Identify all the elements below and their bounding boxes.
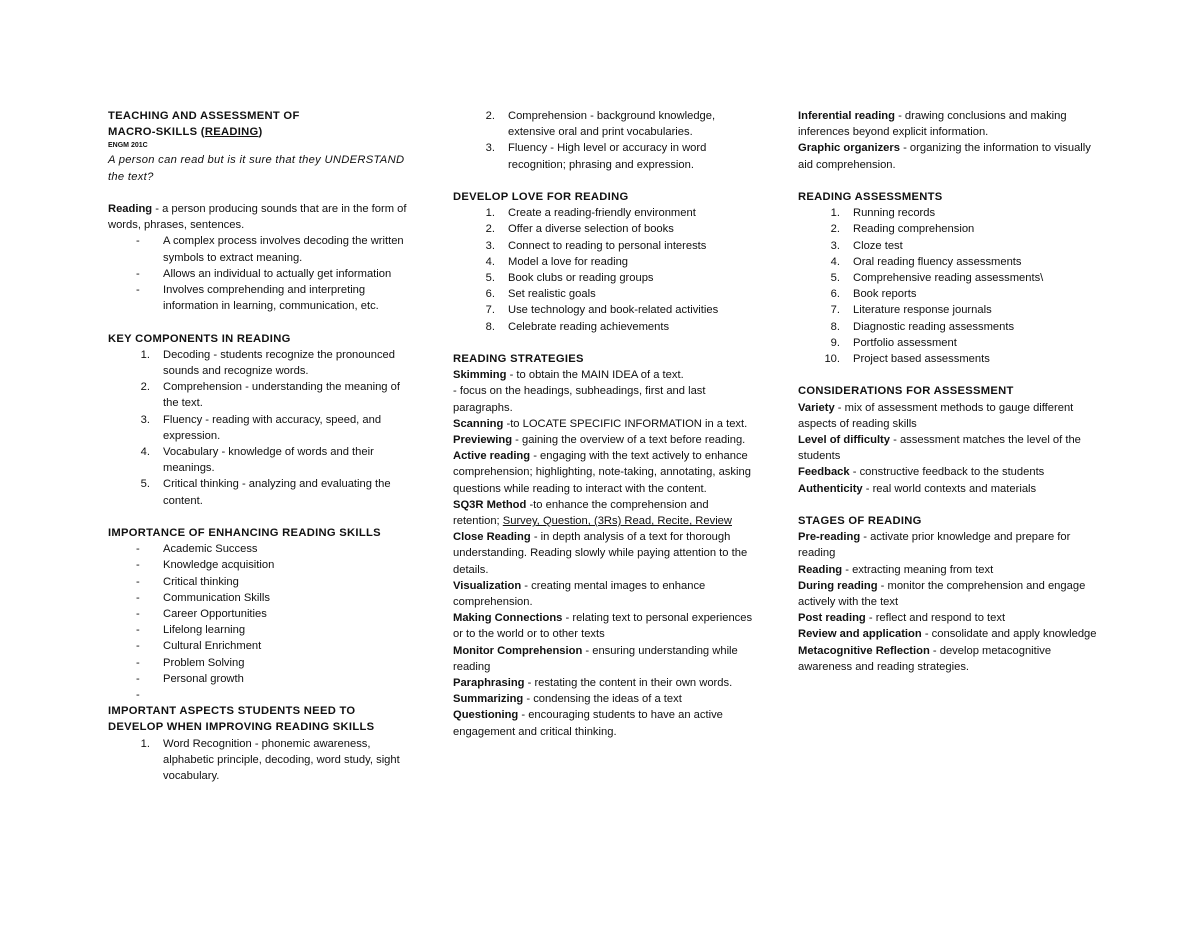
list-item: - A complex process involves decoding the written symbols to extract meaning. (136, 235, 404, 264)
list-item: 2. Offer a diverse selection of books (485, 223, 674, 236)
list-item: 3. Fluency - High level or accuracy in word recognition; phrasing and expression. (485, 142, 707, 171)
list-item: - Critical thinking (136, 575, 239, 588)
list-item: 6. Book reports (830, 288, 917, 301)
list-item: 1. Running records (830, 207, 936, 220)
list-item: 3. Cloze test (830, 239, 903, 252)
stage-item: Post reading - reflect and respond to text (798, 612, 1006, 625)
section-heading: READING ASSESSMENTS (798, 191, 943, 203)
term: Metacognitive Reflection (798, 644, 930, 657)
strategy-close-reading: Close Reading - in depth analysis of a text for thorough understanding. Reading slowly while paying attention to the details. (453, 531, 748, 576)
term: Making Connections (453, 612, 563, 625)
list-item: - Problem Solving (136, 656, 245, 669)
title-underlined-word: READING (204, 126, 259, 139)
strategy-scanning: Scanning -to LOCATE SPECIFIC INFORMATION in a text. (453, 417, 748, 430)
consideration-item: Feedback - constructive feedback to the students (798, 466, 1045, 479)
assessments-list (798, 205, 1098, 367)
list-item: 2. Comprehension - background knowledge, extensive oral and print vocabularies. (485, 110, 716, 139)
term: Previewing (453, 434, 513, 447)
strategy-visualization: Visualization - creating mental images to enhance comprehension. (453, 579, 706, 609)
aspects-list (108, 736, 408, 785)
list-item: - Knowledge acquisition (136, 559, 275, 572)
list-item: - Communication Skills (136, 591, 270, 604)
term: Authenticity (798, 482, 863, 495)
strategy-summarizing: Summarizing - condensing the ideas of a text (453, 693, 682, 706)
strategy-making-connections: Making Connections - relating text to personal experiences or to the world or to other texts (453, 612, 753, 641)
strategy-inferential-reading: Inferential reading - drawing conclusions and making inferences beyond explicit information. (798, 110, 1067, 139)
term: Monitor Comprehension (453, 644, 583, 657)
consideration-item: Level of difficulty - assessment matches the level of the students (798, 434, 1081, 463)
section-heading: IMPORTANCE OF ENHANCING READING SKILLS (108, 527, 381, 540)
stage-item: During reading - monitor the comprehension and engage actively with the text (798, 579, 1086, 609)
list-item: 5. Book clubs or reading groups (485, 272, 654, 285)
list-item: 4. Vocabulary - knowledge of words and their meanings. (140, 446, 374, 475)
section-heading: CONSIDERATIONS FOR ASSESSMENT (798, 385, 1014, 398)
term: During reading (798, 579, 878, 592)
list-item: - Cultural Enrichment (136, 640, 262, 653)
term: Paraphrasing (453, 677, 525, 690)
term: Pre-reading (798, 531, 861, 544)
term: Level of difficulty (798, 434, 890, 447)
strategy-graphic-organizers: Graphic organizers - organizing the information to visually aid comprehension. (798, 142, 1091, 171)
list-item: 5. Critical thinking - analyzing and evaluating the content. (140, 478, 391, 507)
strategy-skimming: Skimming - to obtain the MAIN IDEA of a text. (453, 369, 684, 382)
stage-item: Review and application - consolidate and apply knowledge (798, 628, 1097, 641)
importance-list (108, 541, 408, 703)
term: Graphic organizers (798, 142, 900, 155)
strategy-paraphrasing: Paraphrasing - restating the content in their own words. (453, 677, 733, 690)
strategy-monitor-comprehension: Monitor Comprehension - ensuring understanding while reading (453, 644, 738, 673)
list-item: - Career Opportunities (136, 608, 267, 621)
term: Close Reading (453, 531, 531, 544)
term: Scanning (453, 417, 504, 430)
list-item: 2. Reading comprehension (830, 223, 975, 236)
column-3 (798, 108, 1098, 675)
list-item: 4. Model a love for reading (485, 255, 629, 268)
term: Feedback (798, 466, 850, 479)
stage-item: Pre-reading - activate prior knowledge and prepare for reading (798, 531, 1071, 560)
term: Active reading (453, 450, 531, 463)
list-item: 3. Connect to reading to personal interests (485, 239, 707, 252)
develop-love-list (453, 205, 753, 335)
term: Visualization (453, 579, 522, 592)
term: Variety (798, 401, 835, 414)
strategy-skimming-note: - focus on the headings, subheadings, first and last paragraphs. (453, 385, 706, 414)
list-item: 9. Portfolio assessment (830, 336, 957, 349)
list-item: - Allows an individual to actually get information (136, 267, 392, 280)
list-item: - (136, 689, 140, 702)
term: Summarizing (453, 693, 524, 706)
list-item: 1. Decoding - students recognize the pronounced sounds and recognize words. (140, 348, 395, 378)
reading-points-list (108, 233, 408, 314)
term: Questioning (453, 709, 519, 722)
aspects-list-continued (453, 108, 753, 173)
reading-definition (108, 201, 408, 233)
strategy-active-reading: Active reading - engaging with the text actively to enhance comprehension; highlighting, note-taking, annotating, asking questions while reading to interact with the content. (453, 450, 751, 495)
list-item: 6. Set realistic goals (485, 288, 596, 301)
section-heading: STAGES OF READING (798, 515, 922, 528)
list-item: 1. Create a reading-friendly environment (485, 207, 696, 220)
list-item: - Lifelong learning (136, 624, 246, 637)
term: Inferential reading (798, 110, 895, 122)
doc-title-line1: TEACHING AND ASSESSMENT OF (108, 110, 300, 122)
section-heading: IMPORTANT ASPECTS STUDENTS NEED TO (108, 705, 356, 718)
strategy-previewing: Previewing - gaining the overview of a text before reading. (453, 434, 746, 447)
list-item: 5. Comprehensive reading assessments\ (830, 272, 1044, 285)
list-item: 7. Literature response journals (830, 304, 992, 317)
course-code: ENGM 201C (108, 142, 148, 150)
term: Reading (108, 203, 153, 215)
sq3r-steps: Survey, Question, (3Rs) Read, Recite, Review (502, 515, 732, 528)
term: Post reading (798, 612, 866, 625)
intro-quote: A person can read but is it sure that they UNDERSTAND the text? (108, 154, 405, 183)
consideration-item: Authenticity - real world contexts and materials (798, 482, 1037, 495)
term: Reading (798, 563, 843, 576)
strategy-sq3r: SQ3R Method -to enhance the comprehension and retention; Survey, Question, (3Rs) Read, Recite, Review (453, 498, 732, 528)
list-item: 8. Diagnostic reading assessments (830, 320, 1015, 333)
list-item: 2. Comprehension - understanding the meaning of the text. (140, 381, 400, 410)
definition: - a person producing sounds that are in the form of words, phrases, sentences. (108, 203, 407, 232)
column-1 (108, 108, 408, 784)
term: SQ3R Method (453, 498, 527, 511)
section-heading: DEVELOP LOVE FOR READING (453, 191, 629, 203)
section-heading: READING STRATEGIES (453, 353, 584, 366)
section-heading: KEY COMPONENTS IN READING (108, 332, 291, 345)
list-item: 1. Word Recognition - phonemic awareness, alphabetic principle, decoding, word study, sight vocabulary. (140, 737, 400, 783)
column-2 (453, 108, 753, 740)
stage-item: Metacognitive Reflection - develop metacognitive awareness and reading strategies. (798, 644, 1052, 673)
key-components-list (108, 347, 408, 509)
list-item: - Personal growth (136, 672, 244, 685)
strategy-questioning: Questioning - encouraging students to have an active engagement and critical thinking. (453, 709, 723, 738)
list-item: 7. Use technology and book-related activities (485, 304, 719, 317)
list-item: 4. Oral reading fluency assessments (830, 255, 1022, 268)
list-item: 8. Celebrate reading achievements (485, 320, 670, 333)
doc-title-line2: MACRO-SKILLS (READING) (108, 126, 263, 139)
term: Skimming (453, 369, 507, 382)
list-item: 10. Project based assessments (824, 353, 990, 366)
term: Review and application (798, 628, 922, 641)
list-item: 3. Fluency - reading with accuracy, speed, and expression. (140, 413, 382, 442)
list-item: - Involves comprehending and interpreting information in learning, communication, etc. (136, 284, 379, 313)
stage-item: Reading - extracting meaning from text (798, 563, 994, 576)
section-heading: DEVELOP WHEN IMPROVING READING SKILLS (108, 721, 375, 734)
consideration-item: Variety - mix of assessment methods to gauge different aspects of reading skills (798, 401, 1074, 430)
list-item: - Academic Success (136, 543, 258, 556)
